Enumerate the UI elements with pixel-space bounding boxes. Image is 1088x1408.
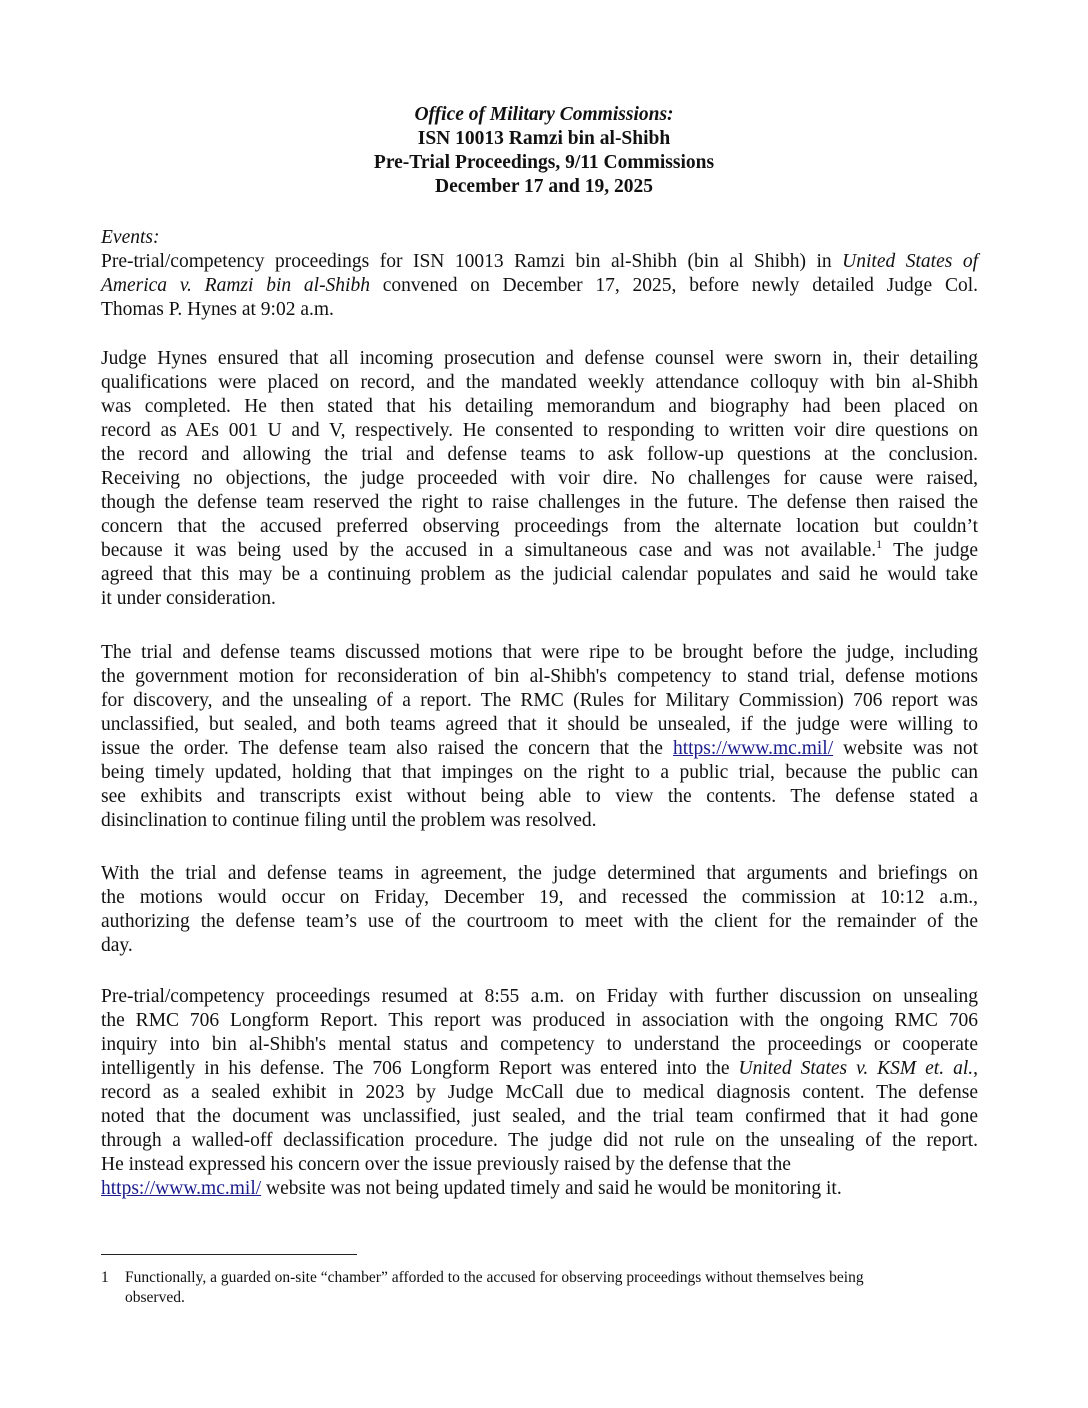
header-office <box>0 103 1088 127</box>
mc-mil-link[interactable]: https://www.mc.mil/ <box>672 738 834 759</box>
p5-line: through a walled-off declassification procedure. The judge did not rule on the unsealing of the report. <box>101 1130 978 1151</box>
p2-line: concern that the accused preferred observing proceedings from the alternate location but couldn’t <box>101 516 978 537</box>
p5-line: record as a sealed exhibit in 2023 by Judge McCall due to medical diagnosis content. The defense <box>101 1082 978 1103</box>
footnote-text: observed. <box>125 1289 185 1306</box>
p5-text: intelligently in his defense. The 706 Longform Report was entered into the <box>101 1058 739 1079</box>
p3-line: the government motion for reconsideration of bin al-Shibh's competency to stand trial, defense motions <box>101 666 978 687</box>
p3-line: being timely updated, holding that that impinges on the right to a public trial, because the public can <box>101 762 978 783</box>
p5-line <box>101 1057 978 1081</box>
header-proceeding: Pre-Trial Proceedings, 9/11 Commissions <box>373 152 715 173</box>
p3-line: for discovery, and the unsealing of a report. The RMC (Rules for Military Commission) 706 report was <box>101 690 978 711</box>
p4-line: day. <box>101 935 133 956</box>
header-dates: December 17 and 19, 2025 <box>435 176 653 197</box>
footnote-ref-1[interactable]: 1 <box>876 537 883 551</box>
p2-line: though the defense team reserved the right to raise challenges in the future. The defense then raised the <box>101 492 978 513</box>
case-title-italic: United States v. KSM et. al. <box>738 1058 974 1079</box>
p5-line <box>101 1177 842 1201</box>
p4-line: the motions would occur on Friday, December 19, and recessed the commission at 10:12 a.m., <box>101 887 978 908</box>
p5-text: , <box>973 1058 978 1079</box>
p2-line: Judge Hynes ensured that all incoming prosecution and defense counsel were sworn in, their detailing <box>101 348 978 369</box>
p5-line: the RMC 706 Longform Report. This report was produced in association with the ongoing RMC 706 <box>101 1010 978 1031</box>
p3-line: see exhibits and transcripts exist without being able to view the contents. The defense stated a <box>101 786 978 807</box>
p1-line <box>101 250 978 274</box>
footnote-number: 1 <box>101 1269 109 1286</box>
case-title-italic: America v. Ramzi bin al-Shibh <box>101 275 370 296</box>
p1-line: Thomas P. Hynes at 9:02 a.m. <box>101 299 334 320</box>
footnote-text: Functionally, a guarded on-site “chamber” afforded to the accused for observing proceedings without themselves being <box>125 1269 864 1286</box>
p1-text: convened on December 17, 2025, before newly detailed Judge Col. <box>369 275 978 296</box>
p3-line <box>101 737 978 761</box>
p3-text: website was not <box>833 738 978 759</box>
p2-text: The judge <box>882 540 978 561</box>
p2-line: Receiving no objections, the judge proceeded with voir dire. No challenges for cause were raised, <box>101 468 978 489</box>
p3-line: disinclination to continue filing until the problem was resolved. <box>101 810 597 831</box>
p5-line: Pre-trial/competency proceedings resumed at 8:55 a.m. on Friday with further discussion on unsealing <box>101 986 978 1007</box>
p2-line: was completed. He then stated that his detailing memorandum and biography had been placed on <box>101 396 978 417</box>
p5-line: noted that the document was unclassified, just sealed, and the trial team confirmed that it had gone <box>101 1106 978 1127</box>
p1-line <box>101 274 978 298</box>
p3-line: The trial and defense teams discussed motions that were ripe to be brought before the judge, including <box>101 642 978 663</box>
p2-line: it under consideration. <box>101 588 276 609</box>
header-office-text: Office of Military Commissions: <box>414 104 674 125</box>
mc-mil-link[interactable]: https://www.mc.mil/ <box>101 1178 262 1199</box>
p3-text: issue the order. The defense team also raised the concern that the <box>101 738 673 759</box>
events-label: Events: <box>101 227 160 248</box>
case-title-italic: United States of <box>842 251 978 272</box>
p3-line: unclassified, but sealed, and both teams agreed that it should be unsealed, if the judge were willing to <box>101 714 978 735</box>
footnote-separator <box>101 1254 357 1255</box>
p2-line: qualifications were placed on record, and the mandated weekly attendance colloquy with bin al-Shibh <box>101 372 978 393</box>
p2-line: agreed that this may be a continuing problem as the judicial calendar populates and said he would take <box>101 564 978 585</box>
p2-line <box>101 539 978 563</box>
p4-line: authorizing the defense team’s use of the courtroom to meet with the client for the remainder of the <box>101 911 978 932</box>
p5-line: inquiry into bin al-Shibh's mental status and competency to understand the proceedings or cooperate <box>101 1034 978 1055</box>
p5-text: website was not being updated timely and said he would be monitoring it. <box>261 1178 842 1199</box>
header-subject: ISN 10013 Ramzi bin al-Shibh <box>417 128 671 149</box>
p1-text: Pre-trial/competency proceedings for ISN 10013 Ramzi bin al-Shibh (bin al Shibh) in <box>101 251 843 272</box>
p2-line: the record and allowing the trial and defense teams to ask follow-up questions at the conclusion. <box>101 444 978 465</box>
p5-line: He instead expressed his concern over the issue previously raised by the defense that the <box>101 1154 791 1175</box>
p2-text: because it was being used by the accused in a simultaneous case and was not available. <box>101 540 877 561</box>
p4-line: With the trial and defense teams in agreement, the judge determined that arguments and briefings on <box>101 863 978 884</box>
p2-line: record as AEs 001 U and V, respectively. He consented to responding to written voir dire questions on <box>101 420 978 441</box>
